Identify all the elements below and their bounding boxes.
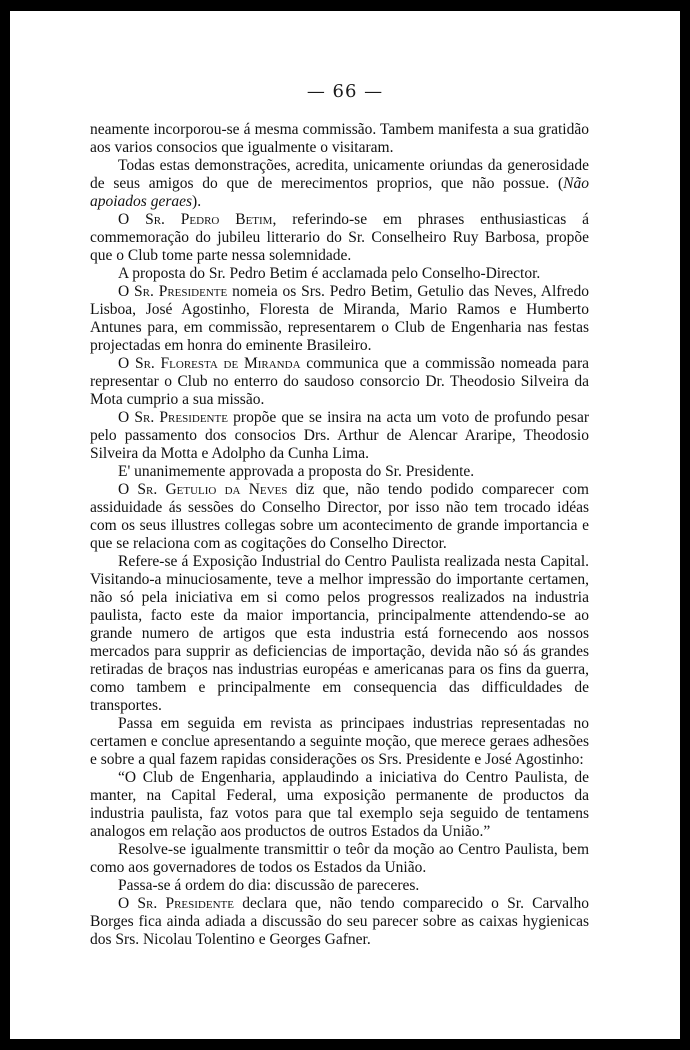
paragraph: O Sr. Getulio da Neves diz que, não tendo podido comparecer com assiduidade ás sessões do Conselho Director, por isso não tem trocado idéas com os seus illustres collegas sobre um acontecimento de grande importancia e que se relaciona com as cogitações do Conselho Director. <box>90 481 589 552</box>
speaker-name: Sr. Pedro Betim <box>145 211 273 228</box>
speaker-name: Sr. Getulio da Neves <box>137 481 288 498</box>
paragraph: Resolve-se igualmente transmittir o teôr da moção ao Centro Paulista, bem como aos governadores de todos os Estados da União. <box>90 841 589 876</box>
paragraph: Passa-se á ordem do dia: discussão de pareceres. <box>118 877 420 894</box>
paragraph: Todas estas demonstrações, acredita, unicamente oriundas da generosidade de seus amigos do que de merecimentos proprios, que não possue. (Não apoiados geraes). <box>90 157 589 210</box>
page-number: — 66 — <box>306 81 384 102</box>
body-text <box>90 121 589 949</box>
speaker-name: Sr. Presidente <box>134 283 228 300</box>
paragraph: Refere-se á Exposição Industrial do Centro Paulista realizada nesta Capital. Visitando-a minuciosamente, teve a melhor impressão do importante certamen, não só pela iniciativa em si como pelos progressos realizados na industria paulista, facto este da maior importancia, principalmente attendendo-se ao grande numero de artigos que esta industria está fornecendo aos nossos mercados para supprir as deficiencias de importação, devida não só ás grandes retiradas de braços nas industrias européas e americanas para os fins da guerra, como tambem e principalmente em consequencia das difficuldades de transportes. <box>90 553 589 714</box>
paragraph: O Sr. Presidente propõe que se insira na acta um voto de profundo pesar pelo passamento dos consocios Drs. Arthur de Alencar Araripe, Theodosio Silveira da Motta e Adolpho da Cunha Lima. <box>90 409 589 462</box>
paragraph: A proposta do Sr. Pedro Betim é acclamada pelo Conselho-Director. <box>118 265 541 282</box>
paragraph: O Sr. Presidente nomeia os Srs. Pedro Betim, Getulio das Neves, Alfredo Lisboa, José Agostinho, Floresta de Miranda, Mario Ramos e Humberto Antunes para, em commissão, representarem o Club de Engenharia nas festas projectadas em honra do eminente Brasileiro. <box>90 283 589 354</box>
paragraph: O Sr. Floresta de Miranda communica que a commissão nomeada para representar o Club no enterro do saudoso consorcio Dr. Theodosio Silveira da Mota cumprio a sua missão. <box>90 355 589 408</box>
paragraph: O Sr. Presidente declara que, não tendo comparecido o Sr. Carvalho Borges fica ainda adiada a discussão do seu parecer sobre as caixas hygienicas dos Srs. Nicolau Tolentino e Georges Gafner. <box>90 895 589 948</box>
speaker-name: Sr. Floresta de Miranda <box>134 355 301 372</box>
aside-remark: Não apoiados geraes <box>90 175 589 210</box>
paragraph: E' unanimemente approvada a proposta do Sr. Presidente. <box>118 463 475 480</box>
speaker-name: Sr. Presidente <box>137 895 234 912</box>
paragraph: Passa em seguida em revista as principaes industrias representadas no certamen e conclue apresentando a seguinte moção, que merece geraes adhesões e sobre a qual fazem rapidas considerações os Srs. Presidente e José Agostinho: <box>90 715 589 768</box>
quoted-motion: “O Club de Engenharia, applaudindo a iniciativa do Centro Paulista, de manter, na Capital Federal, uma exposição permanente de productos da industria paulista, faz votos para que tal exemplo seja seguido de tentamens analogos em relação aos productos de outros Estados da União.” <box>90 769 589 840</box>
paragraph: O Sr. Pedro Betim, referindo-se em phrases enthusiasticas á commemoração do jubileu litterario do Sr. Conselheiro Ruy Barbosa, propõe que o Club tome parte nessa solemnidade. <box>90 211 589 264</box>
speaker-name: Sr. Presidente <box>134 409 228 426</box>
document-page <box>10 11 680 1039</box>
paragraph: neamente incorporou-se á mesma commissão. Tambem manifesta a sua gratidão aos varios consocios que igualmente o visitaram. <box>90 121 589 156</box>
